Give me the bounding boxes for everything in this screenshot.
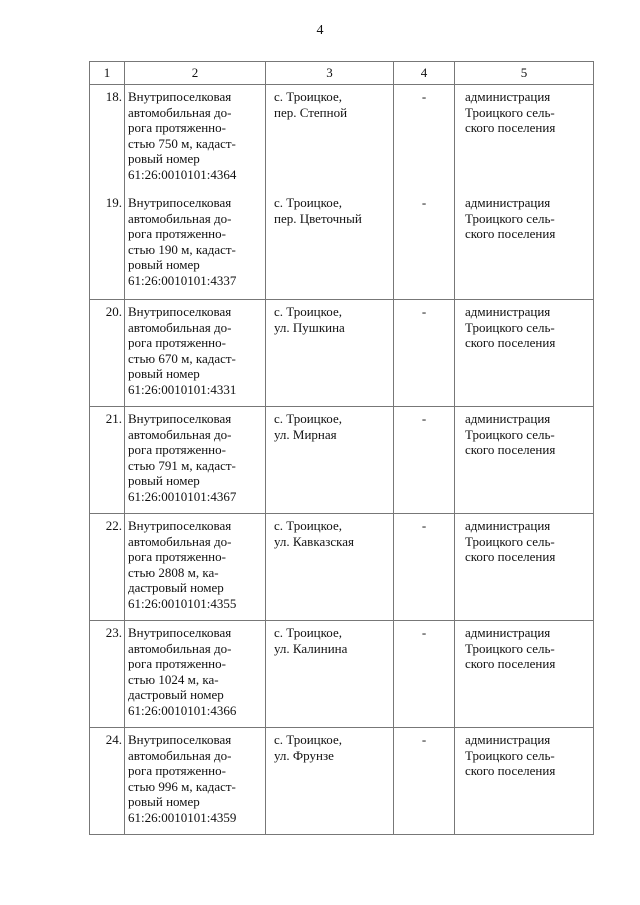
cell-line: ровый номер — [128, 794, 200, 809]
cell-line: автомобильная до- — [128, 210, 232, 226]
cell-line: Троицкого сель- — [465, 319, 555, 335]
owner-cell — [455, 407, 594, 514]
table-row — [90, 300, 594, 407]
cell-line: Внутрипоселковая — [128, 625, 232, 640]
cell-line: с. Троицкое, — [274, 411, 342, 426]
cell-line: 61:26:0010101:4337 — [128, 272, 237, 288]
column-4-cell: - — [394, 85, 455, 192]
column-4-cell: - — [394, 621, 455, 728]
cell-line: ул. Фрунзе — [274, 747, 334, 763]
object-name-cell — [125, 300, 266, 407]
cell-line: рога протяженно- — [128, 442, 226, 457]
table-row — [90, 191, 594, 300]
cell-line: автомобильная до- — [128, 747, 232, 763]
cell-line: стью 2808 м, ка- — [128, 564, 219, 580]
cell-line: Троицкого сель- — [465, 104, 555, 120]
cell-line: ского поселения — [465, 120, 556, 135]
roads-table — [89, 61, 594, 835]
header-cell: 1 — [90, 62, 125, 85]
cell-line: стью 190 м, кадаст- — [128, 241, 236, 257]
cell-line: рога протяженно- — [128, 226, 226, 241]
page-number: 4 — [316, 23, 324, 38]
cell-line: Троицкого сель- — [465, 210, 555, 226]
cell-line: 61:26:0010101:4366 — [128, 702, 237, 718]
cell-line: Внутрипоселковая — [128, 732, 232, 747]
table-row — [90, 621, 594, 728]
cell-line: пер. Цветочный — [274, 210, 362, 226]
object-name-cell — [125, 514, 266, 621]
cell-line: Троицкого сель- — [465, 640, 555, 656]
cell-line: администрация — [465, 304, 551, 319]
cell-line: 61:26:0010101:4359 — [128, 809, 237, 825]
object-name-cell — [125, 191, 266, 300]
cell-line: ского поселения — [465, 335, 556, 350]
cell-line: автомобильная до- — [128, 533, 232, 549]
address-cell — [266, 514, 394, 621]
cell-line: Троицкого сель- — [465, 747, 555, 763]
cell-line: администрация — [465, 732, 551, 747]
object-name-cell — [125, 621, 266, 728]
cell-line: автомобильная до- — [128, 640, 232, 656]
cell-line: стью 670 м, кадаст- — [128, 350, 236, 366]
header-cell: 5 — [455, 62, 594, 85]
cell-line: ровый номер — [128, 366, 200, 381]
column-4-cell: - — [394, 728, 455, 835]
header-cell: 4 — [394, 62, 455, 85]
cell-line: 61:26:0010101:4364 — [128, 166, 237, 182]
cell-line: дастровый номер — [128, 687, 224, 702]
row-number-cell: 19. — [90, 191, 125, 300]
header-cell: 2 — [125, 62, 266, 85]
owner-cell — [455, 300, 594, 407]
header-cell: 3 — [266, 62, 394, 85]
table-row — [90, 407, 594, 514]
cell-line: администрация — [465, 89, 551, 104]
cell-line: ул. Пушкина — [274, 319, 345, 335]
object-name-cell — [125, 728, 266, 835]
cell-line: автомобильная до- — [128, 104, 232, 120]
address-cell — [266, 191, 394, 300]
cell-line: стью 750 м, кадаст- — [128, 135, 236, 151]
owner-cell — [455, 728, 594, 835]
row-number-cell: 18. — [90, 85, 125, 192]
address-cell — [266, 300, 394, 407]
cell-line: Внутрипоселковая — [128, 304, 232, 319]
cell-line: ул. Калинина — [274, 640, 348, 656]
cell-line: стью 1024 м, ка- — [128, 671, 219, 687]
cell-line: Внутрипоселковая — [128, 89, 232, 104]
cell-line: ровый номер — [128, 473, 200, 488]
address-cell — [266, 621, 394, 728]
cell-line: стью 791 м, кадаст- — [128, 457, 236, 473]
cell-line: 61:26:0010101:4367 — [128, 488, 237, 504]
cell-line: Троицкого сель- — [465, 533, 555, 549]
object-name-cell — [125, 407, 266, 514]
cell-line: пер. Степной — [274, 104, 348, 120]
cell-line: ского поселения — [465, 763, 556, 778]
cell-line: администрация — [465, 518, 551, 533]
cell-line: с. Троицкое, — [274, 625, 342, 640]
cell-line: автомобильная до- — [128, 426, 232, 442]
cell-line: с. Троицкое, — [274, 732, 342, 747]
cell-line: рога протяженно- — [128, 120, 226, 135]
cell-line: Внутрипоселковая — [128, 195, 232, 210]
cell-line: Внутрипоселковая — [128, 518, 232, 533]
owner-cell — [455, 514, 594, 621]
cell-line: рога протяженно- — [128, 656, 226, 671]
row-number-cell: 22. — [90, 514, 125, 621]
cell-line: с. Троицкое, — [274, 518, 342, 533]
cell-line: рога протяженно- — [128, 763, 226, 778]
address-cell — [266, 407, 394, 514]
cell-line: Троицкого сель- — [465, 426, 555, 442]
column-4-cell: - — [394, 407, 455, 514]
table-row — [90, 85, 594, 192]
cell-line: рога протяженно- — [128, 549, 226, 564]
cell-line: с. Троицкое, — [274, 195, 342, 210]
table-row — [90, 514, 594, 621]
cell-line: администрация — [465, 195, 551, 210]
cell-line: Внутрипоселковая — [128, 411, 232, 426]
cell-line: с. Троицкое, — [274, 89, 342, 104]
table-row — [90, 728, 594, 835]
row-number-cell: 24. — [90, 728, 125, 835]
cell-line: ского поселения — [465, 656, 556, 671]
cell-line: с. Троицкое, — [274, 304, 342, 319]
cell-line: ул. Кавказская — [274, 533, 354, 549]
row-number-cell: 23. — [90, 621, 125, 728]
owner-cell — [455, 85, 594, 192]
cell-line: ровый номер — [128, 257, 200, 272]
cell-line: рога протяженно- — [128, 335, 226, 350]
cell-line: администрация — [465, 625, 551, 640]
cell-line: 61:26:0010101:4331 — [128, 381, 237, 397]
object-name-cell — [125, 85, 266, 192]
column-4-cell: - — [394, 191, 455, 300]
column-4-cell: - — [394, 300, 455, 407]
table-header-row — [90, 62, 594, 85]
column-4-cell: - — [394, 514, 455, 621]
cell-line: стью 996 м, кадаст- — [128, 778, 236, 794]
cell-line: ского поселения — [465, 549, 556, 564]
owner-cell — [455, 191, 594, 300]
cell-line: 61:26:0010101:4355 — [128, 595, 237, 611]
cell-line: дастровый номер — [128, 580, 224, 595]
cell-line: ровый номер — [128, 151, 200, 166]
row-number-cell: 21. — [90, 407, 125, 514]
cell-line: ского поселения — [465, 442, 556, 457]
cell-line: администрация — [465, 411, 551, 426]
address-cell — [266, 728, 394, 835]
row-number-cell: 20. — [90, 300, 125, 407]
cell-line: автомобильная до- — [128, 319, 232, 335]
cell-line: ского поселения — [465, 226, 556, 241]
address-cell — [266, 85, 394, 192]
owner-cell — [455, 621, 594, 728]
cell-line: ул. Мирная — [274, 426, 337, 442]
